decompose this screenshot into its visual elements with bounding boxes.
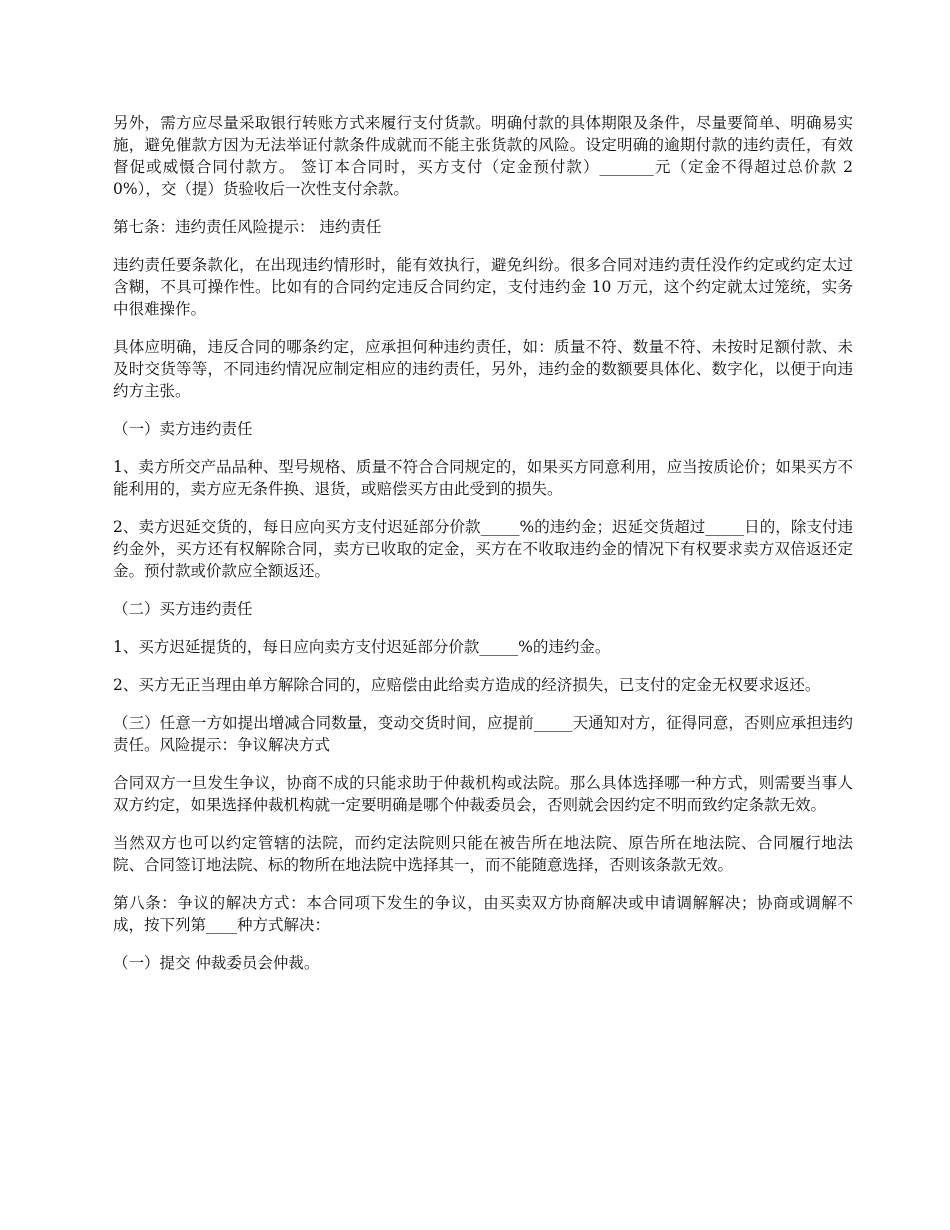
paragraph-buyer-item-2: 2、买方无正当理由单方解除合同的，应赔偿由此给卖方造成的经济损失，已支付的定金无权要求返还。: [113, 676, 821, 694]
document-body: [113, 112, 853, 990]
paragraph-seller-item-2: 2、卖方迟延交货的，每日应向买方支付迟延部分价款_____%的违约金；迟延交货超过_____日的，除支付违约金外，买方还有权解除合同，卖方已收取的定金，买方在不收取违约金的情况下有权要求卖方双倍返还定金。预付款或价款应全额返还。: [113, 518, 853, 580]
paragraph-liability-clause: 违约责任要条款化，在出现违约情形时，能有效执行，避免纠纷。很多合同对违约责任没作约定或约定太过含糊，不具可操作性。比如有的合同约定违反合同约定，支付违约金 10 万元，这个约定就太过笼统，实务中很难操作。: [113, 256, 853, 318]
paragraph-buyer-item-1: 1、买方迟延提货的，每日应向卖方支付迟延部分价款_____%的违约金。: [113, 638, 611, 656]
heading-article-7: 第七条：违约责任风险提示： 违约责任: [113, 218, 382, 236]
paragraph-seller-item-1: 1、卖方所交产品品种、型号规格、质量不符合合同规定的，如果买方同意利用，应当按质论价；如果买方不能利用的，卖方应无条件换、退货，或赔偿买方由此受到的损失。: [113, 458, 853, 498]
heading-article-8: 第八条：争议的解决方式：本合同项下发生的争议，由买卖双方协商解决或申请调解解决；协商或调解不成，按下列第____种方式解决：: [113, 894, 853, 934]
paragraph-dispute-arbitration: 合同双方一旦发生争议，协商不成的只能求助于仲裁机构或法院。那么具体选择哪一种方式，则需要当事人双方约定，如果选择仲裁机构就一定要明确是哪个仲裁委员会，否则就会因约定不明而致约定条款无效。: [113, 774, 853, 814]
paragraph-liability-specifics: 具体应明确，违反合同的哪条约定，应承担何种违约责任，如：质量不符、数量不符、未按时足额付款、未及时交货等等，不同违约情况应制定相应的违约责任，另外，违约金的数额要具体化、数字化，以便于向违约方主张。: [113, 338, 853, 400]
paragraph-item-3-quantity-change: （三）任意一方如提出增减合同数量，变动交货时间，应提前_____天通知对方，征得同意，否则应承担违约责任。风险提示：争议解决方式: [113, 714, 853, 754]
paragraph-dispute-court: 当然双方也可以约定管辖的法院，而约定法院则只能在被告所在地法院、原告所在地法院、合同履行地法院、合同签订地法院、标的物所在地法院中选择其一，而不能随意选择，否则该条款无效。: [113, 834, 853, 874]
paragraph-option-1: （一）提交 仲裁委员会仲裁。: [113, 954, 320, 972]
subheading-seller-liability: （一）卖方违约责任: [113, 420, 253, 438]
subheading-buyer-liability: （二）买方违约责任: [113, 600, 253, 618]
paragraph-payment-terms: 另外，需方应尽量采取银行转账方式来履行支付货款。明确付款的具体期限及条件，尽量要简单、明确易实施，避免催款方因为无法举证付款条件成就而不能主张货款的风险。设定明确的逾期付款的违约责任，有效督促或威慑合同付款方。 签订本合同时，买方支付（定金预付款）_______元（定金不得超过总价款 20%），交（提）货验收后一次性支付余款。: [113, 114, 853, 198]
